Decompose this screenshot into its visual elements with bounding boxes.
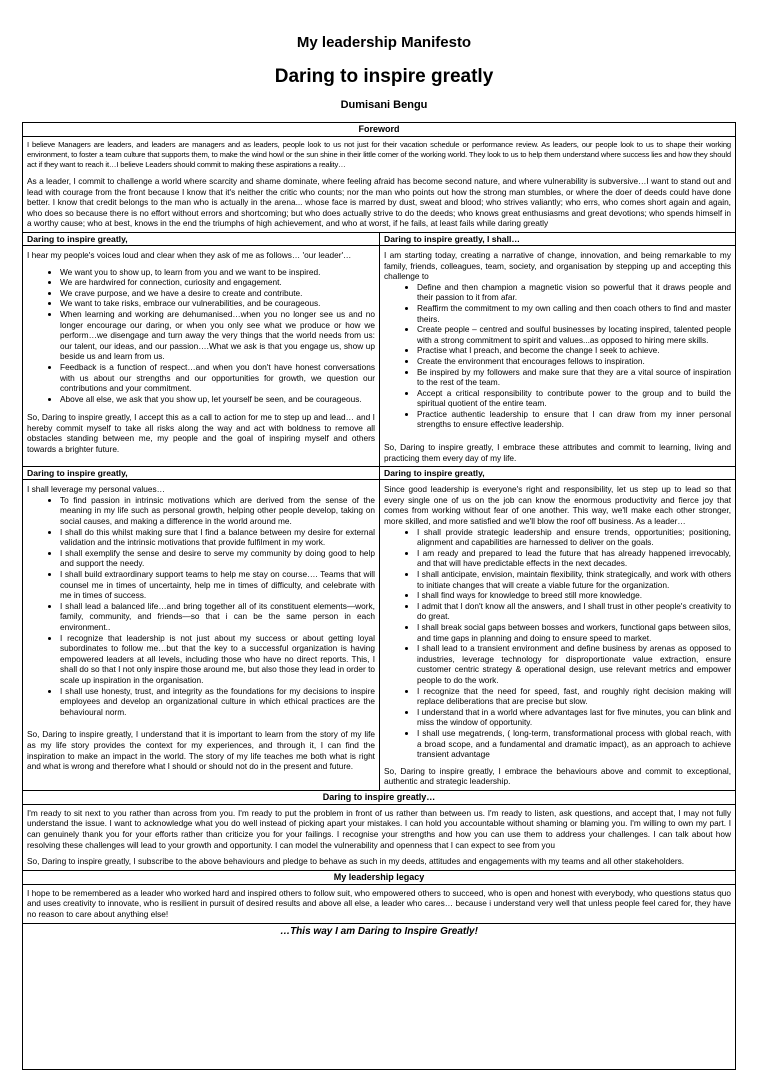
list-item: • I am ready and prepared to lead the future that has already happened irrevocably, and that will have predictable effects in the next decades. xyxy=(417,548,731,569)
list-item: • I shall break social gaps between bosses and workers, functional gaps between silos, and time gaps in planning and doing to ensure speed to market. xyxy=(417,622,731,643)
list-item: • Create people – centred and soulful businesses by locating inspired, talented people with a strong commitment to spirit and values...as opposed to hiring mere skills. xyxy=(417,324,731,345)
list-item: • We are hardwired for connection, curiosity and engagement. xyxy=(60,277,375,288)
manifesto-table xyxy=(22,122,736,1070)
list-item: • I understand that in a world where advantages last for five minutes, you can blink and miss the window of opportunity. xyxy=(417,707,731,728)
section-1-right-heading: Daring to inspire greatly, I shall… xyxy=(380,233,735,246)
list-item: • Above all else, we ask that you show up, let yourself be seen, and be courageous. xyxy=(60,394,375,405)
list-item: • We want to take risks, embrace our vulnerabilities, and be courageous. xyxy=(60,298,375,309)
list-item: • I shall build extraordinary support teams to help me stay on course…. Teams that will counsel me in times of uncertainty, help me in times of difficulty, and celebrate with me in times of success. xyxy=(60,569,375,601)
section-2-right-intro: Since good leadership is everyone's right and responsibility, let us step up to lead so that every single one of us on the job can know the enormous productivity and fierce joy that comes from working without fear of one another. This way, we'll make each other stronger, more skilled, and more satisfied and we'll blow the roof off business. As a leader… xyxy=(384,484,731,527)
section-1-right-intro: I am starting today, creating a narrative of change, innovation, and being remarkable to my family, friends, colleagues, team, society, and organisation by stepping up and accepting this challenge to xyxy=(384,249,731,282)
legacy-heading: My leadership legacy xyxy=(23,871,735,885)
list-item: • I shall anticipate, envision, maintain flexibility, think strategically, and work with others to initiate changes that will create a viable future for the organization. xyxy=(417,569,731,590)
section-2-right-heading: Daring to inspire greatly, xyxy=(380,467,735,480)
foreword-paragraph-2: As a leader, I commit to challenge a world where scarcity and shame dominate, where feeling afraid has become second nature, and where vulnerability is subversive…I want to stand out and lead with courage from the front because I know that it's neither the critic who counts; nor the man who points out how the strong man stumbles, or where the doer of deeds could have done better. I know that credit belongs to the man who is actually in the arena... whose face is marred by dust, sweat and blood; who strives valiantly; who errs, who comes short again and again, who does so because there is no effort without errors and shortcoming; but who does actually strive to do the deeds; who knows great enthusiasms and great devotions; who spends himself in a worthy cause; who at best, knows in the end the triumphs of high achievement, and who at worst, if he fails, at least fails while daring greatly xyxy=(27,176,731,229)
section-2-right-column xyxy=(379,467,735,790)
section-1-right-list xyxy=(384,282,731,430)
section-1-left-heading: Daring to inspire greatly, xyxy=(23,233,379,246)
section-2-left-intro: I shall leverage my personal values… xyxy=(27,484,165,495)
section-2-left-body xyxy=(23,480,379,774)
section-1-left-list xyxy=(27,267,375,405)
list-item: • I recognize that the need for speed, fast, and roughly right decision making will replace deliberations that are precise but slow. xyxy=(417,686,731,707)
list-item: • I admit that I don't know all the answers, and I shall trust in other people's creativity to do great. xyxy=(417,601,731,622)
list-item: • I shall do this whilst making sure that I find a balance between my desire for external validation and the intrinsic motivations that provide fulfilment in my work. xyxy=(60,527,375,548)
list-item: • We crave purpose, and we have a desire to create and contribute. xyxy=(60,288,375,299)
list-item: • Accept a critical responsibility to contribute power to the group and to build the spiritual quotient of the entire team. xyxy=(417,388,731,409)
section-1-row xyxy=(23,233,735,467)
list-item: • I shall lead to a transient environment and define business by arenas as opposed to industries, leverage technology for disproportionate value extraction, ensure customer centric strategy & operational design, use relevant metrics and empower people to do the work. xyxy=(417,643,731,685)
section-1-left-body xyxy=(23,246,379,458)
list-item: • We want you to show up, to learn from you and we want to be inspired. xyxy=(60,267,375,278)
section-3-paragraph-1: I'm ready to sit next to you rather than across from you. I'm ready to put the problem in front of us rather than between us. I'm ready to listen, ask questions, and accept that, I may not fully understand the issue. I want to acknowledge what you do well instead of picking apart your mistakes. I can hold you accountable without shaming or blaming you. I'm willing to own my part. I can genuinely thank you for your efforts rather than criticize you for your failings. I recognise your strengths and how you can use them to address your challenges. I can talk about how resolving these challenges will lead to your growth and opportunity. I can model the vulnerability and openness that I can expect to see from you xyxy=(27,807,731,850)
section-1-left-closing: So, Daring to inspire greatly, I accept this as a call to action for me to step up and lead… and I hereby commit myself to take all risks along the way and act with boldness to remove all obstacles standing between me, my people and the goal of inspiring myself and others towards a brighter future. xyxy=(27,412,375,455)
list-item: • Define and then champion a magnetic vision so powerful that it draws people and their passion to it from afar. xyxy=(417,282,731,303)
section-1-right-column xyxy=(379,233,735,466)
section-2-left-column xyxy=(23,467,379,790)
list-item: • I shall find ways for knowledge to breed still more knowledge. xyxy=(417,590,731,601)
foreword-block xyxy=(23,137,735,233)
list-item: • Reaffirm the commitment to my own calling and then coach others to find and master theirs. xyxy=(417,303,731,324)
section-2-left-heading: Daring to inspire greatly, xyxy=(23,467,379,480)
list-item: • Practise what I preach, and become the change I seek to achieve. xyxy=(417,345,731,356)
list-item: • I shall use megatrends, ( long-term, transformational process with global reach, with a broad scope, and a fundamental and dramatic impact), as an approach to achieve transient advantage xyxy=(417,728,731,760)
section-3-paragraph-2: So, Daring to inspire greatly, I subscribe to the above behaviours and pledge to behave as such in my deeds, attitudes and engagements with my teams and all other stakeholders. xyxy=(27,856,685,867)
list-item: • To find passion in intrinsic motivations which are derived from the sense of the meaning in my life such as personal growth, helping other people develop, taking on social causes, and making a difference in the world around me. xyxy=(60,495,375,527)
manifesto-heading: My leadership Manifesto xyxy=(296,34,472,51)
foreword-heading: Foreword xyxy=(23,123,735,137)
section-2-right-list xyxy=(384,527,731,760)
list-item: • I shall use honesty, trust, and integrity as the foundations for my decisions to inspire employees and develop an organizational culture in which ethical practices are the behavioural norm. xyxy=(60,686,375,718)
section-1-right-closing: So, Daring to inspire greatly, I embrace these attributes and commit to learning, living and practicing them every day of my life. xyxy=(384,442,731,463)
foreword-paragraph-1: I believe Managers are leaders, and leaders are managers and as leaders, people look to us not just for their vacation schedule or performance review. As leaders, our people look to us to shape their working environment, to foster a team culture that supports them, to make the wind howl or the sun shine in their little corner of the working world. They look to us to help them understand where success lies and how they should act if they want to reach it…I believe Leaders should commit to making these aspirations a reality… xyxy=(27,140,731,169)
list-item: • I recognize that leadership is not just about my success or about getting loyal subordinates to follow me…but that the key to a successful organization is having empowered leaders at all levels, including those who have no direct reports. This, I shall do so that I not only inspire those around me, but also those they lead in order to scale up inspiration in the organisation. xyxy=(60,633,375,686)
section-1-left-intro: I hear my people's voices loud and clear when they ask of me as follows… 'our leader'… xyxy=(27,249,352,260)
section-3-block xyxy=(23,805,735,871)
list-item: • I shall lead a balanced life…and bring together all of its constituent elements—work, family, community, and friends—so that i can be the same person in each environment.. xyxy=(60,601,375,633)
section-2-right-body xyxy=(380,480,735,790)
list-item: • I shall provide strategic leadership and ensure trends, opportunities; positioning, alignment and capabilities are harnessed to deliver on the goals. xyxy=(417,527,731,548)
list-item: • Feedback is a function of respect…and when you don't have honest conversations with us about our strengths and our opportunities for growth, we question our contributions and your commitment. xyxy=(60,362,375,394)
list-item: • Create the environment that encourages fellows to inspiration. xyxy=(417,356,731,367)
list-item: • Be inspired by my followers and make sure that they are a vital source of inspiration to the rest of the team. xyxy=(417,367,731,388)
list-item: • Practice authentic leadership to ensure that I can draw from my inner personal strengths to ensure effective leadership. xyxy=(417,409,731,430)
section-2-right-closing: So, Daring to inspire greatly, I embrace the behaviours above and commit to exceptional, authentic and strategic leadership. xyxy=(384,765,731,787)
section-2-left-closing: So, Daring to inspire greatly, I understand that it is important to learn from the story of my life as my life story provides the context for my experiences, and through it, I can find the inspiration to make an impact in the world. The story of my life teaches me both what is right and what is wrong and therefore what I should or should not do in the present and future. xyxy=(27,729,375,772)
author-name: Dumisani Bengu xyxy=(340,99,428,111)
section-3-heading: Daring to inspire greatly… xyxy=(23,791,735,805)
list-item: • I shall exemplify the sense and desire to serve my community by doing good to help and support the needy. xyxy=(60,548,375,569)
section-1-right-body xyxy=(380,246,735,466)
section-2-row xyxy=(23,467,735,791)
document-title: Daring to inspire greatly xyxy=(274,66,494,87)
legacy-closing-line: …This way I am Daring to Inspire Greatly! xyxy=(280,925,478,937)
section-2-left-list xyxy=(27,495,375,717)
legacy-block xyxy=(23,885,735,924)
legacy-paragraph: I hope to be remembered as a leader who worked hard and inspired others to follow suit, who empowered others to succeed, who is open and honest with everybody, who questions status quo and uses creativity to innovate, who is resilient in pursuit of desired results and above all else, a leader who cares… because i understand very well that unless people feel cared for, they have no reason to care about anything else! xyxy=(27,887,731,920)
list-item: • When learning and working are dehumanised…when you no longer see us and no longer encourage our daring, or when you only see what we produce or how we perform…we disengage and turn away the very things that the world needs from us: our talent, our ideas, and our passion….What we ask is that you engage us, show up beside us and learn from us. xyxy=(60,309,375,362)
section-1-left-column xyxy=(23,233,379,466)
